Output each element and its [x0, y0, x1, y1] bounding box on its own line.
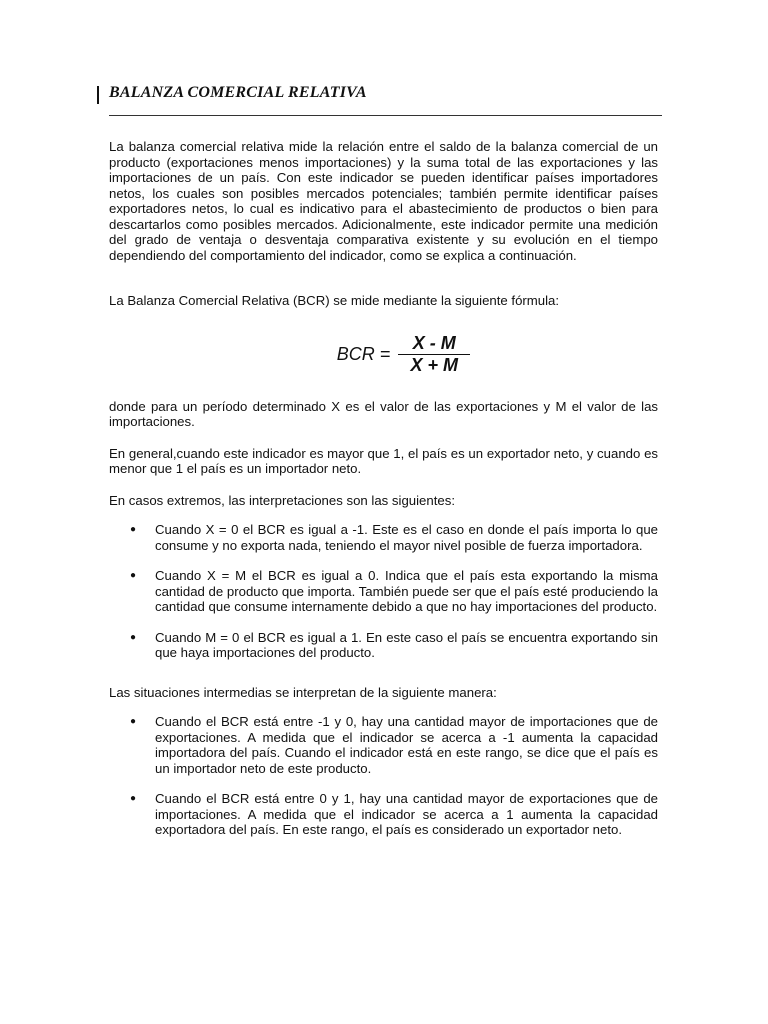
- list-item: [109, 791, 658, 838]
- page-title: BALANZA COMERCIAL RELATIVA: [109, 84, 367, 101]
- intermediate-list: [109, 714, 658, 838]
- document-body: [109, 139, 658, 838]
- text-cursor-bar: [97, 86, 99, 104]
- list-item-text: Cuando X = 0 el BCR es igual a -1. Este es el caso en donde el país importa lo que consume y no exporta nada, teniendo el mayor nivel posible de fuerza importadora.: [155, 522, 658, 553]
- list-item-text: Cuando X = M el BCR es igual a 0. Indica que el país esta exportando la misma cantidad de producto que importa. También puede ser que el país esté produciendo la cantidad que consume internamente debido a que no hay importaciones del producto.: [155, 568, 658, 614]
- intro-paragraph: La balanza comercial relativa mide la relación entre el saldo de la balanza comercial de un producto (exportaciones menos importaciones) y la suma total de las exportaciones y las importaciones de un país. Con este indicador se pueden identificar países importadores netos, los cuales son posibles mercados potenciales; también permite identificar países exportadores netos, lo cual es indicativo para el abastecimiento de productos o bien para descartarlos como posibles mercados. Adicionalmente, este indicador permite una medición del grado de ventaja o desventaja comparativa existente y su evolución en el tiempo dependiendo del comportamiento del indicador, como se explica a continuación.: [109, 139, 658, 263]
- extremes-intro-paragraph: En casos extremos, las interpretaciones son las siguientes:: [109, 492, 455, 508]
- list-item: [109, 522, 658, 553]
- formula-lhs: BCR =: [336, 343, 391, 364]
- list-item-text: Cuando M = 0 el BCR es igual a 1. En este caso el país se encuentra exportando sin que haya importaciones del producto.: [155, 629, 658, 660]
- formula-fraction: [398, 332, 470, 375]
- list-item: [109, 568, 658, 615]
- title-divider: [109, 115, 662, 116]
- intermediate-intro-paragraph: Las situaciones intermedias se interpretan de la siguiente manera:: [109, 684, 497, 700]
- formula-intro-paragraph: La Balanza Comercial Relativa (BCR) se mide mediante la siguiente fórmula:: [109, 293, 560, 308]
- bullet-icon: ●: [130, 524, 137, 535]
- extremes-list: [109, 522, 658, 661]
- general-paragraph: En general,cuando este indicador es mayor que 1, el país es un exportador neto, y cuando es menor que 1 el país es un importador neto.: [109, 445, 658, 476]
- list-item-text: Cuando el BCR está entre -1 y 0, hay una cantidad mayor de importaciones que de exportaciones. A medida que el indicador se acerca a -1 aumenta la capacidad importadora del país. Cuando el indicador está en este rango, se dice que el país es un importador neto de este producto.: [155, 714, 658, 776]
- bullet-icon: ●: [130, 793, 137, 804]
- bullet-icon: ●: [130, 570, 137, 581]
- list-item: [109, 630, 658, 661]
- list-item-text: Cuando el BCR está entre 0 y 1, hay una cantidad mayor de exportaciones que de importaciones. A medida que el indicador se acerca a 1 aumenta la capacidad exportadora del país. En este rango, el país es considerado un exportador neto.: [155, 791, 658, 837]
- formula-numerator: X - M: [412, 332, 456, 353]
- bcr-formula: [109, 325, 658, 385]
- bullet-icon: ●: [130, 716, 137, 727]
- list-item: [109, 714, 658, 776]
- formula-denominator: X + M: [410, 355, 459, 375]
- bullet-icon: ●: [130, 631, 137, 643]
- definition-paragraph: donde para un período determinado X es el valor de las exportaciones y M el valor de las importaciones.: [109, 398, 658, 429]
